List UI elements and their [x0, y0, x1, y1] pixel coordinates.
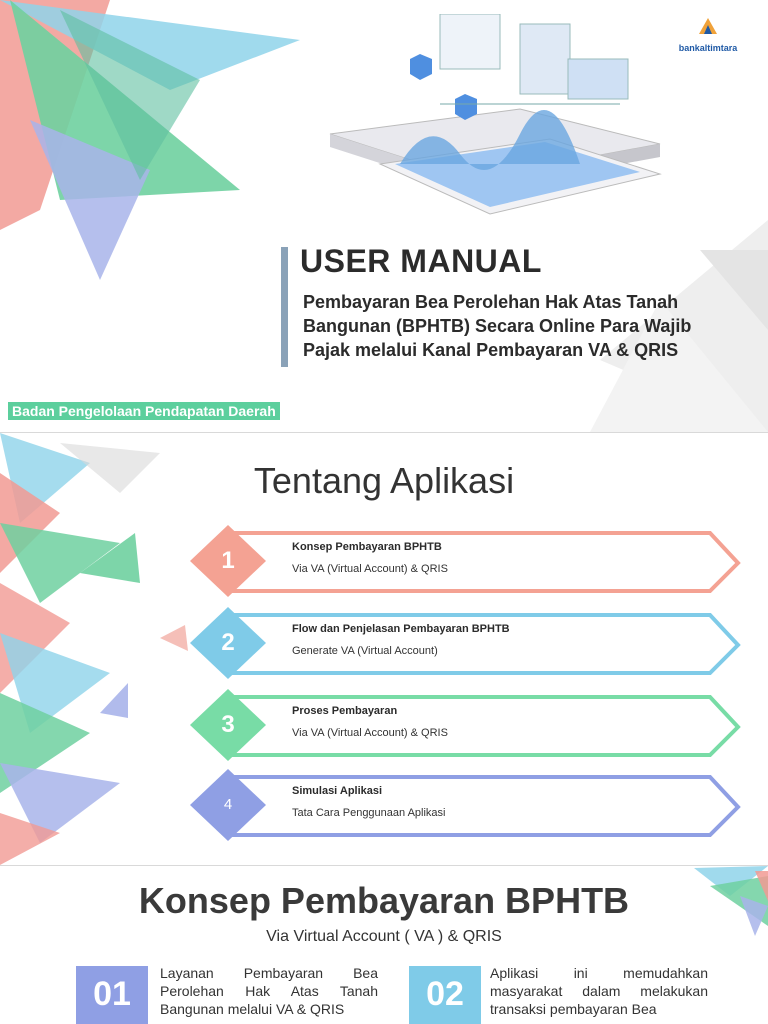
- concept-text-02: Aplikasi ini memudahkan masyarakat dalam melakukan transaksi pembayaran Bea: [490, 965, 708, 1017]
- page-title: USER MANUAL: [300, 243, 542, 279]
- item-description: Tata Cara Penggunaan Aplikasi: [292, 807, 446, 819]
- concept-subtitle: Via Virtual Account ( VA ) & QRIS: [266, 928, 502, 945]
- topic-item-1[interactable]: [190, 523, 750, 599]
- item-number: 3: [221, 711, 235, 738]
- agency-label: Badan Pengelolaan Pendapatan Daerah: [8, 402, 280, 420]
- concept-number-01: 01: [76, 966, 148, 1024]
- page-subtitle: Pembayaran Bea Perolehan Hak Atas Tanah Bangunan (BPHTB) Secara Online Para Wajib Pajak melalui Kanal Pembayaran VA & QRIS: [303, 292, 692, 360]
- about-slide: [0, 433, 768, 865]
- section-title: Tentang Aplikasi: [253, 460, 515, 501]
- concept-text-01: Layanan Pembayaran Bea Perolehan Hak Atas Tanah Bangunan melalui VA & QRIS: [160, 965, 378, 1017]
- topic-item-2[interactable]: [190, 605, 750, 681]
- item-frame: [190, 767, 750, 843]
- title-accent-bar: [281, 247, 288, 367]
- item-number: 1: [221, 547, 235, 574]
- item-description: Via VA (Virtual Account) & QRIS: [292, 727, 448, 739]
- item-frame: [190, 687, 750, 763]
- item-title: Flow dan Penjelasan Pembayaran BPHTB: [292, 623, 510, 635]
- item-frame: [190, 605, 750, 681]
- item-title: Simulasi Aplikasi: [292, 785, 383, 797]
- item-number: 2: [221, 629, 235, 656]
- item-title: Konsep Pembayaran BPHTB: [292, 541, 442, 553]
- item-title: Proses Pembayaran: [292, 705, 398, 717]
- bankaltimtara-logo: [668, 16, 748, 53]
- concept-number-02: 02: [409, 966, 481, 1024]
- tablet-illustration: [320, 14, 670, 244]
- topic-item-3[interactable]: [190, 687, 750, 763]
- logo-text: bankaltimtara: [678, 43, 738, 53]
- item-number: 4: [223, 796, 233, 813]
- item-frame: [190, 523, 750, 599]
- item-description: Generate VA (Virtual Account): [292, 645, 438, 657]
- concept-title: Konsep Pembayaran BPHTB: [138, 880, 630, 921]
- item-description: Via VA (Virtual Account) & QRIS: [292, 563, 448, 575]
- topic-item-4[interactable]: [190, 767, 750, 843]
- cover-slide: [0, 0, 768, 432]
- bank-logo-icon: [695, 16, 721, 36]
